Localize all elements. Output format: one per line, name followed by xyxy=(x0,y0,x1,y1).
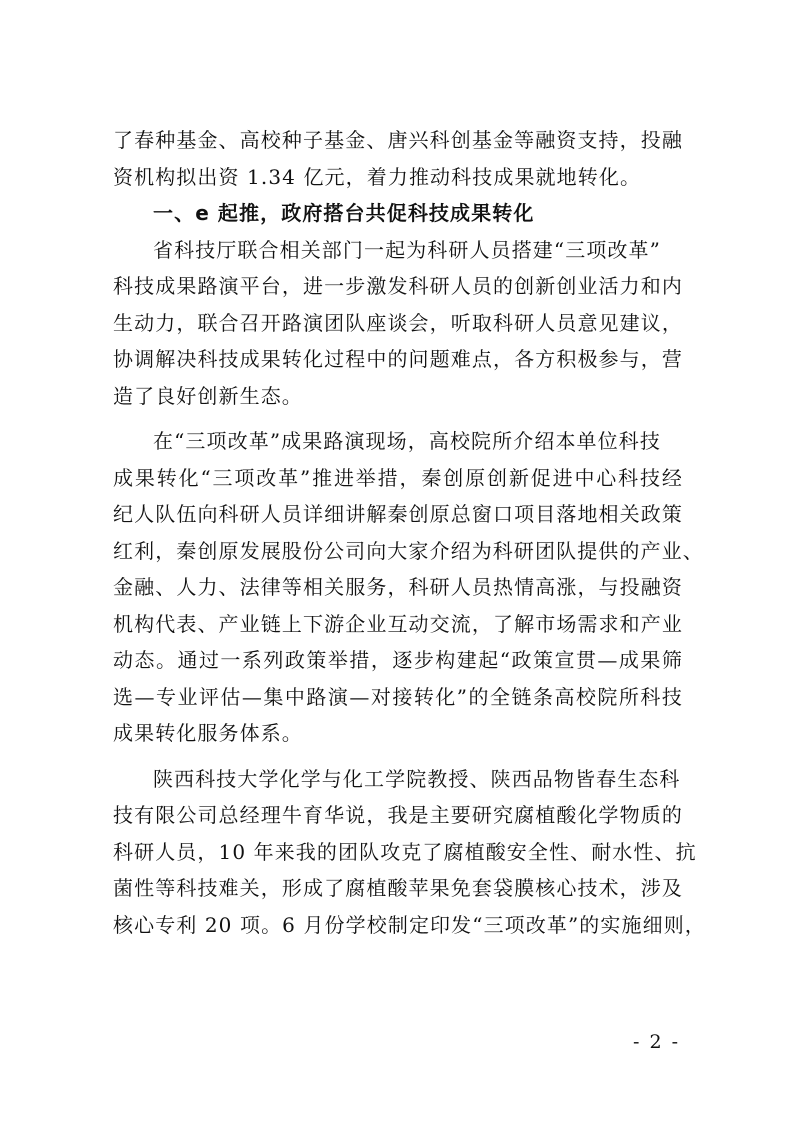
body-line: 成果转化“三项改革”推进举措，秦创原创新促进中心科技经 xyxy=(113,465,683,490)
page-number: - 2 - xyxy=(633,1031,681,1053)
paragraph xyxy=(113,761,706,944)
body-line: 资机构拟出资 1.34 亿元，着力推动科技成果就地转化。 xyxy=(113,164,642,189)
body-line: 菌性等科技难关，形成了腐植酸苹果免套袋膜核心技术，涉及 xyxy=(113,876,683,900)
document-body xyxy=(113,122,706,943)
body-line: 成果转化服务体系。 xyxy=(113,721,303,745)
body-line: 生动力，联合召开路演团队座谈会，听取科研人员意见建议， xyxy=(113,310,683,335)
body-line: 在“三项改革”成果路演现场，高校院所介绍本单位科技 xyxy=(153,429,661,453)
paragraph-gap xyxy=(113,414,683,423)
paragraph xyxy=(113,232,683,415)
body-line: 协调解决科技成果转化过程中的问题难点，各方积极参与，营 xyxy=(113,347,683,371)
paragraph-gap xyxy=(113,752,683,761)
body-line: 红利，秦创原发展股份公司向大家介绍为科研团队提供的产业、 xyxy=(113,538,704,563)
body-line: 纪人队伍向科研人员详细讲解秦创原总窗口项目落地相关政策 xyxy=(113,502,683,526)
body-line: 了春种基金、高校种子基金、唐兴科创基金等融资支持，投融 xyxy=(113,128,683,152)
paragraph xyxy=(113,423,704,752)
body-line: 动态。通过一系列政策举措，逐步构建起“政策宣贯—成果筛 xyxy=(113,648,683,672)
body-line: 金融、人力、法律等相关服务，科研人员热情高涨，与投融资 xyxy=(113,575,683,599)
body-line: 技有限公司总经理牛育华说，我是主要研究腐植酸化学物质的 xyxy=(113,803,683,827)
body-line: 科技成果路演平台，进一步激发科研人员的创新创业活力和内 xyxy=(113,274,683,298)
body-line: 核心专利 20 项。6 月份学校制定印发“三项改革”的实施细则， xyxy=(113,912,706,937)
body-line: 陕西科技大学化学与化工学院教授、陕西品物皆春生态科 xyxy=(153,766,681,791)
body-line: 科研人员，10 年来我的团队攻克了腐植酸安全性、耐水性、抗 xyxy=(113,839,697,864)
body-line: 机构代表、产业链上下游企业互动交流，了解市场需求和产业 xyxy=(113,611,683,636)
body-line: 造了良好创新生态。 xyxy=(113,383,303,408)
body-line: 选—专业评估—集中路演—对接转化”的全链条高校院所科技 xyxy=(113,684,683,709)
body-line: 省科技厅联合相关部门一起为科研人员搭建“三项改革” xyxy=(153,237,661,262)
section-heading: 一、e 起推，政府搭台共促科技成果转化 xyxy=(153,201,535,225)
